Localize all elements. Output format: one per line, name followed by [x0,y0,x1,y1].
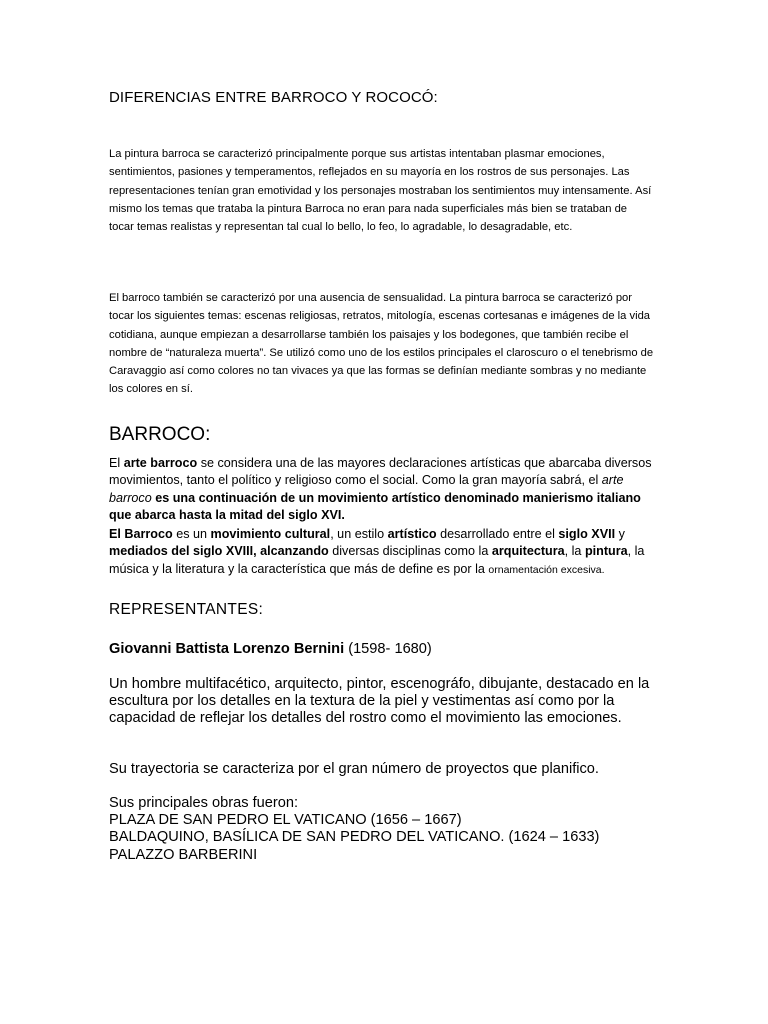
bold-run: arquitectura [491,544,565,559]
document-title: DIFERENCIAS ENTRE BARROCO Y ROCOCÓ: [109,89,438,106]
text-run: diversas disciplinas como la [328,544,492,559]
text-run: es un [172,527,211,541]
text-run: , un estilo [330,527,388,541]
obras-intro: Sus principales obras fueron: [109,795,299,811]
bold-run: artístico [387,527,437,541]
bernini-heading [109,641,669,658]
text-run: desarrollado entre el [436,527,559,541]
small-run: ornamentación excesiva [488,563,602,576]
paragraph-arte-barroco [109,455,654,525]
paragraph-trayectoria: Su trayectoria se caracteriza por el gran número de proyectos que planifico. [109,761,599,777]
bold-run: arte barroco [123,456,198,470]
bernini-years: (1598- 1680) [344,641,432,657]
paragraph-ausencia-sensualidad: El barroco también se caracterizó por una ausencia de sensualidad. La pintura barroca se caracterizó por tocar los siguientes temas: escenas religiosas, retratos, mitología, escenas cortesanas e imágenes de la vida cotidiana, aunque empiezan a desarrollarse también los paisajes y los bodegones, que también recibe el nombre de “naturaleza muerta”. Se utilizó como uno de los estilos principales el claroscuro o el tenebrismo de Caravaggio así como colores no tan vivaces ya que las formas se definían mediante sombras y no mediante los colores en sí. [109,292,654,396]
text-run: El [109,456,124,470]
bold-run: siglo XVII [558,527,616,541]
bold-run: movimiento cultural [210,527,331,541]
bold-run: es una continuación de un movimiento artístico denominado manierismo italiano que abarca hasta la mitad del siglo XVI. [109,490,641,523]
bold-run: pintura [584,544,628,559]
paragraph-movimiento-cultural [109,526,654,579]
text-run: y [615,527,625,541]
text-run: , la música y la literatura y la característica que más de define es por la [109,544,645,576]
obras-list [109,795,669,864]
bold-run: mediados del siglo XVIII, alcanzando [109,544,329,559]
paragraph-pintura-barroca: La pintura barroca se caracterizó principalmente porque sus artistas intentaban plasmar emociones, sentimientos, pasiones y temperamentos, reflejados en su mayoría en los rostros de sus personajes. Las representaciones tenían gran emotividad y los personajes mostraban los sentimientos muy intensamente. Así mismo los temas que trataba la pintura Barroca no eran para nada superficiales más bien se trataban de tocar temas realistas y representan tal cual lo bello, lo feo, lo agradable, lo desagradable, etc. [109,148,652,234]
text-run: , la [564,544,585,559]
italic-run: arte barroco [109,473,624,505]
obra-item: PLAZA DE SAN PEDRO EL VATICANO (1656 – 1667) [109,812,462,829]
bold-run: El Barroco [109,527,173,541]
obra-item: BALDAQUINO, BASÍLICA DE SAN PEDRO DEL VATICANO. (1624 – 1633) [109,829,600,846]
paragraph-bernini-description: Un hombre multifacético, arquitecto, pintor, escenográfo, dibujante, destacado en la escultura por los detalles en la textura de la piel y vestimentas así como por la capacidad de reflejar los detalles del rostro como el movimiento las emociones. [109,676,650,727]
text-run: . [601,563,605,576]
text-run: se considera una de las mayores declaraciones artísticas que abarcaba diversos movimientos, tanto el político y religioso como el social. Como la gran mayoría sabrá, el [109,456,652,488]
section-heading-barroco: BARROCO: [109,424,211,445]
obra-item: PALAZZO BARBERINI [109,846,258,863]
section-heading-representantes: REPRESENTANTES: [109,601,264,618]
bernini-name: Giovanni Battista Lorenzo Bernini [109,641,345,657]
